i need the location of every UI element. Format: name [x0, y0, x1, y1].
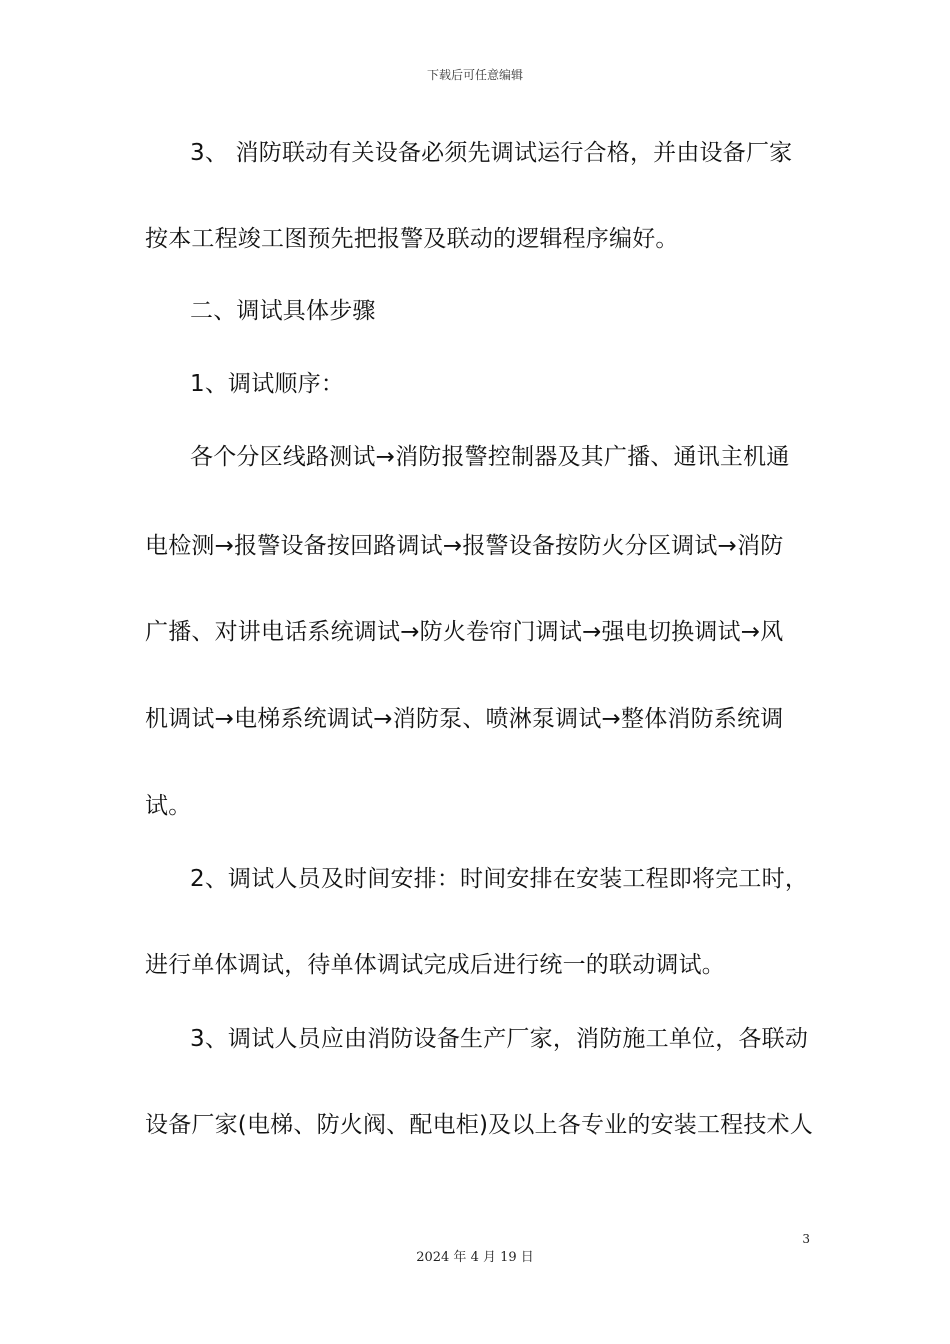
section-heading: 二、调试具体步骤 — [190, 298, 376, 324]
paragraph-line: 广播、对讲电话系统调试→防火卷帘门调试→强电切换调试→风 — [145, 619, 784, 645]
subsection-heading: 1、调试顺序： — [190, 371, 345, 397]
paragraph-line: 进行单体调试，待单体调试完成后进行统一的联动调试。 — [145, 952, 725, 978]
paragraph-line: 电检测→报警设备按回路调试→报警设备按防火分区调试→消防 — [145, 533, 784, 559]
paragraph-line: 设备厂家(电梯、防火阀、配电柜)及以上各专业的安装工程技术人 — [145, 1112, 813, 1138]
paragraph-line: 试。 — [145, 793, 192, 819]
paragraph-line: 3、调试人员应由消防设备生产厂家，消防施工单位，各联动 — [190, 1026, 809, 1052]
page-number: 3 — [802, 1232, 810, 1246]
footer-date: 2024 年 4 月 19 日 — [416, 1250, 534, 1265]
paragraph-line: 3、 消防联动有关设备必须先调试运行合格，并由设备厂家 — [190, 140, 793, 166]
paragraph-line: 2、调试人员及时间安排：时间安排在安装工程即将完工时， — [190, 866, 809, 892]
paragraph-line: 机调试→电梯系统调试→消防泵、喷淋泵调试→整体消防系统调 — [145, 706, 784, 732]
paragraph-line: 各个分区线路测试→消防报警控制器及其广播、通讯主机通 — [190, 444, 790, 470]
page-header: 下载后可任意编辑 — [426, 68, 523, 82]
paragraph-line: 按本工程竣工图预先把报警及联动的逻辑程序编好。 — [145, 226, 679, 252]
